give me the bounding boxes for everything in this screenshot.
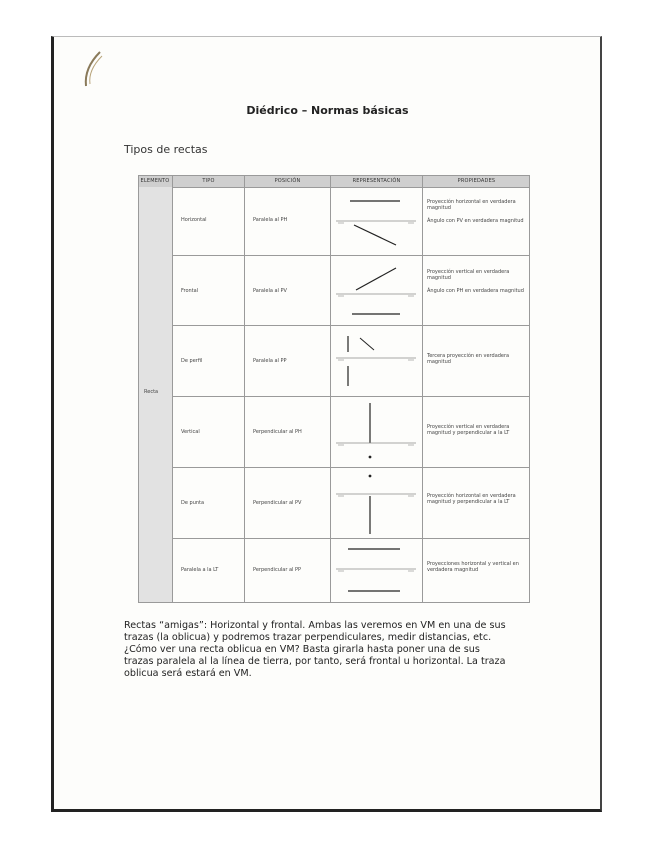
header-posicion: POSICIÓN [245, 175, 330, 187]
line-types-table [138, 175, 530, 603]
row-tipo: Vertical [181, 429, 200, 435]
row-propiedad: Proyección horizontal en verdadera magnitud y perpendicular a la LT [427, 493, 516, 505]
section-heading: Tipos de rectas [124, 143, 208, 156]
row-propiedad: Proyección vertical en verdadera magnitud y perpendicular a la LT [427, 424, 510, 436]
frontal-line-representation [330, 256, 422, 326]
paragraph-line: Rectas “amigas”: Horizontal y frontal. Ambas las veremos en VM en una de sus [124, 620, 506, 631]
parallel-lt-line-representation [330, 539, 422, 609]
point-line-representation [330, 468, 422, 538]
header-tipo: TIPO [173, 175, 244, 187]
row-tipo: Paralela a la LT [181, 567, 219, 573]
element-label: Recta [144, 389, 159, 395]
row-propiedad: Proyecciones horizontal y vertical en verdadera magnitud [427, 561, 519, 573]
row-propiedad: Ángulo con PH en verdadera magnitud [427, 288, 524, 294]
document-title: Diédrico – Normas básicas [246, 104, 409, 117]
paragraph-line: trazas (la oblicua) y podremos trazar perpendiculares, medir distancias, etc. [124, 632, 492, 643]
header-representacion: REPRESENTACIÓN [331, 175, 422, 187]
row-posicion: Perpendicular al PV [253, 500, 302, 506]
paragraph-line: trazas paralela al la línea de tierra, por tanto, será frontal u horizontal. La traza [124, 656, 506, 667]
row-tipo: De punta [181, 500, 205, 506]
row-propiedad: Proyección horizontal en verdadera magnitud [427, 199, 516, 211]
paragraph-line: ¿Cómo ver una recta oblicua en VM? Basta girarla hasta poner una de sus [124, 644, 480, 655]
row-propiedad: Proyección vertical en verdadera magnitud [427, 269, 510, 281]
explanation-paragraph [124, 620, 529, 680]
row-tipo: Horizontal [181, 217, 207, 223]
row-posicion: Perpendicular al PP [253, 567, 302, 573]
staple-mark [80, 48, 104, 88]
row-propiedad: Ángulo con PV en verdadera magnitud [427, 218, 524, 224]
row-propiedad: Tercera proyección en verdadera magnitud [427, 353, 510, 365]
horizontal-line-representation [330, 187, 422, 257]
row-tipo: Frontal [181, 288, 199, 294]
row-tipo: De perfil [181, 358, 203, 364]
header-propiedades: PROPIEDADES [423, 175, 530, 187]
row-posicion: Paralela al PV [253, 288, 287, 294]
header-elemento: ELEMENTO [138, 175, 172, 187]
grid-line [138, 175, 139, 603]
paragraph-line: oblicua será estará en VM. [124, 668, 252, 679]
row-posicion: Paralela al PP [253, 358, 287, 364]
vertical-line-representation [330, 397, 422, 467]
row-posicion: Perpendicular al PH [253, 429, 302, 435]
row-posicion: Paralela al PH [253, 217, 288, 223]
element-column-bg [138, 187, 172, 603]
grid-line [138, 175, 530, 176]
profile-line-representation [330, 326, 422, 396]
